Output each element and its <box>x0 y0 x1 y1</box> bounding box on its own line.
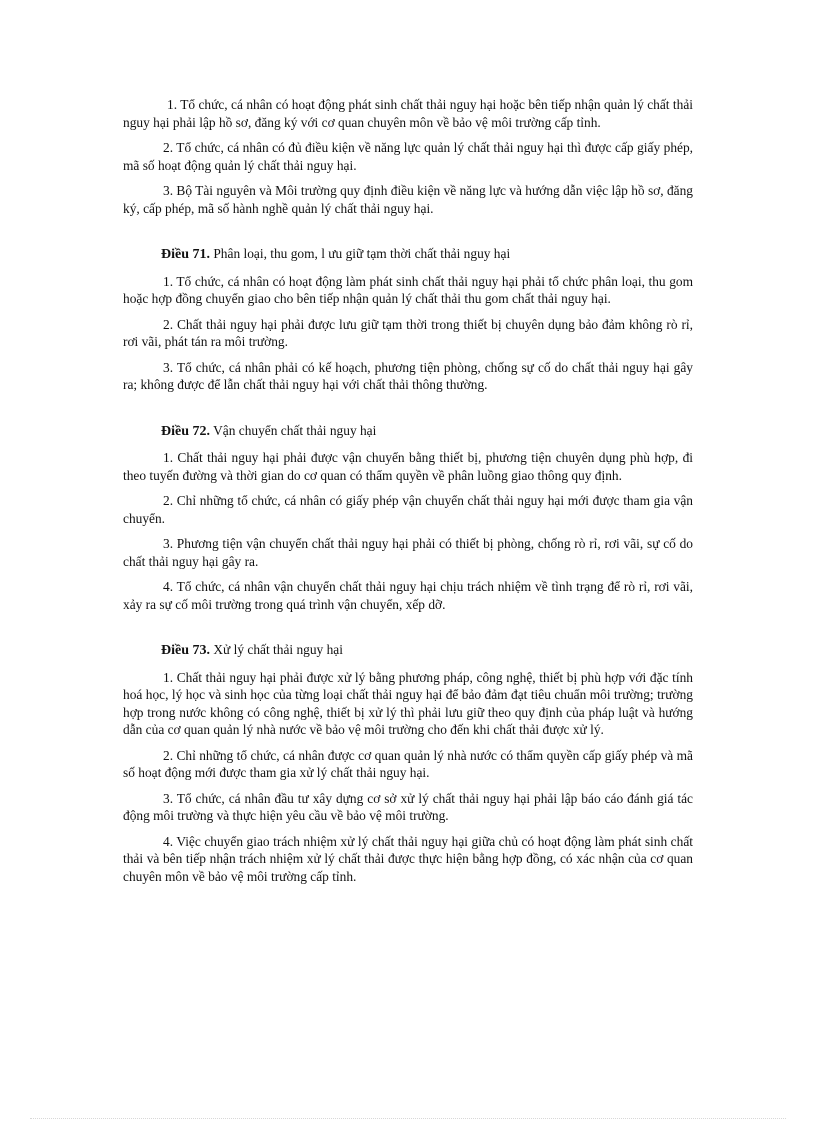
article-paragraph: 4. Việc chuyển giao trách nhiệm xử lý chất thải nguy hại giữa chủ có hoạt động làm phát sinh chất thải và bên tiếp nhận trách nhiệm xử lý chất thải được thực hiện bằng hợp đồng, có xác nhận của cơ quan chuyên môn về bảo vệ môi trường cấp tỉnh. <box>123 833 693 884</box>
article-paragraph: 3. Tổ chức, cá nhân đầu tư xây dựng cơ sở xử lý chất thải nguy hại phải lập báo cáo đánh giá tác động môi trường và thực hiện yêu cầu về bảo vệ môi trường. <box>123 790 693 823</box>
article-paragraph: 3. Phương tiện vận chuyển chất thải nguy hại phải có thiết bị phòng, chống rò rỉ, rơi vãi, sự cố do chất thải nguy hại gây ra. <box>123 536 693 569</box>
article-heading <box>123 641 693 660</box>
page-bottom-divider <box>30 1118 786 1119</box>
article-paragraph: 1. Chất thải nguy hại phải được xử lý bằng phương pháp, công nghệ, thiết bị phù hợp với đặc tính hoá học, lý học và sinh học của từng loại chất thải nguy hại để bảo đảm đạt tiêu chuẩn môi trường; trường hợp trong nước không có công nghệ, thiết bị xử lý thì phải lưu giữ theo quy định của pháp luật và hướng dẫn của cơ quan quản lý nhà nước về bảo vệ môi trường cho đến khi chất thải được xử lý. <box>123 669 693 737</box>
article-title: Phân loại, thu gom, l ưu giữ tạm thời chất thải nguy hại <box>213 246 511 261</box>
article-paragraph: 4. Tổ chức, cá nhân vận chuyển chất thải nguy hại chịu trách nhiệm về tình trạng để rò rỉ, rơi vãi, xảy ra sự cố môi trường trong quá trình vận chuyển, xếp dỡ. <box>123 579 693 612</box>
article-72 <box>123 422 693 614</box>
article-paragraph: 2. Chất thải nguy hại phải được lưu giữ tạm thời trong thiết bị chuyên dụng bảo đảm không rò rỉ, rơi vãi, phát tán ra môi trường. <box>123 316 693 349</box>
article-paragraph: 2. Chỉ những tổ chức, cá nhân có giấy phép vận chuyển chất thải nguy hại mới được tham gia vận chuyển. <box>123 493 693 526</box>
intro-paragraph-1: 1. Tổ chức, cá nhân có hoạt động phát sinh chất thải nguy hại hoặc bên tiếp nhận quản lý chất thải nguy hại phải lập hồ sơ, đăng ký với cơ quan chuyên môn về bảo vệ môi trường cấp tỉnh. <box>123 97 693 130</box>
intro-paragraph-3: 3. Bộ Tài nguyên và Môi trường quy định điều kiện về năng lực và hướng dẫn việc lập hồ sơ, đăng ký, cấp phép, mã số hành nghề quản lý chất thải nguy hại. <box>123 183 693 216</box>
article-number: Điều 73. <box>161 643 210 658</box>
article-title: Vận chuyển chất thải nguy hại <box>213 422 377 438</box>
article-paragraph: 3. Tổ chức, cá nhân phải có kế hoạch, phương tiện phòng, chống sự cố do chất thải nguy hại gây ra; không được để lẫn chất thải nguy hại với chất thải thông thường. <box>123 359 693 392</box>
article-title: Xử lý chất thải nguy hại <box>213 642 343 657</box>
article-paragraph: 1. Tổ chức, cá nhân có hoạt động làm phát sinh chất thải nguy hại phải tổ chức phân loại, thu gom hoặc hợp đồng chuyển giao cho bên tiếp nhận quản lý chất thải thu gom chất thải nguy hại. <box>123 273 693 306</box>
document-page <box>123 96 693 893</box>
article-71 <box>123 245 693 394</box>
intro-section <box>123 96 693 217</box>
article-number: Điều 72. <box>161 423 210 439</box>
article-heading <box>123 245 693 264</box>
article-number: Điều 71. <box>161 247 210 262</box>
article-paragraph: 2. Chỉ những tổ chức, cá nhân được cơ quan quản lý nhà nước có thẩm quyền cấp giấy phép và mã số hoạt động mới được tham gia xử lý chất thải nguy hại. <box>123 747 693 780</box>
article-heading <box>123 422 693 441</box>
intro-paragraph-2: 2. Tổ chức, cá nhân có đủ điều kiện về năng lực quản lý chất thải nguy hại thì được cấp giấy phép, mã số hoạt động quản lý chất thải nguy hại. <box>123 140 693 173</box>
article-paragraph: 1. Chất thải nguy hại phải được vận chuyển bằng thiết bị, phương tiện chuyên dụng phù hợp, đi theo tuyến đường và thời gian do cơ quan có thẩm quyền về phân luồng giao thông quy định. <box>123 450 693 483</box>
article-73 <box>123 641 693 885</box>
